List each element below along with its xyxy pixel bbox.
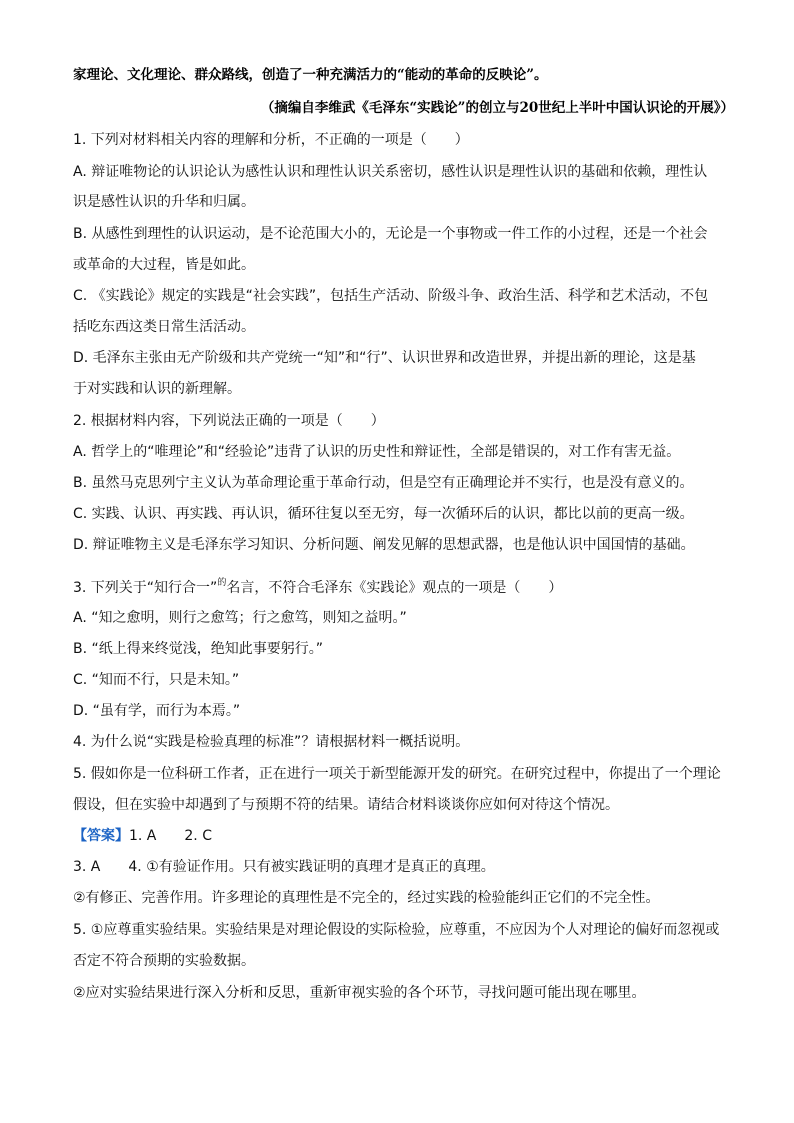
q3-option-c: C. “知而不行，只是未知。” (73, 672, 240, 688)
q1-option-a-line2: 识是感性认识的升华和归属。 (73, 194, 255, 210)
answers-line3: ②有修正、完善作用。许多理论的真理性是不完全的，经过实践的检验能纠正它们的不完全性。 (73, 890, 660, 906)
q1-option-c-line2: 括吃东西这类日常生活活动。 (73, 319, 255, 335)
q1-option-d-line1: D. 毛泽东主张由无产阶级和共产党统一“知”和“行”、认识世界和改造世界，并提出新的理论，这是基 (73, 350, 696, 366)
answers-line4: 5. ①应尊重实验结果。实验结果是对理论假设的实际检验，应尊重，不应因为个人对理论的偏好而忽视或 (73, 922, 720, 938)
q3-option-b: B. “纸上得来终觉浅，绝知此事要躬行。” (73, 641, 324, 657)
q1-option-b-line1: B. 从感性到理性的认识运动，是不论范围大小的，无论是一个事物或一件工作的小过程，还是一个社会 (73, 226, 708, 242)
answers-line5: 否定不符合预期的实验数据。 (73, 953, 255, 969)
q1-stem: 1. 下列对材料相关内容的理解和分析，不正确的一项是（ ） (73, 132, 469, 148)
q3-option-d: D. “虽有学，而行为本焉。” (73, 703, 241, 719)
q3-stem-pre: 3. 下列关于“知行合一” (73, 580, 218, 596)
q2-option-c: C. 实践、认识、再实践、再认识，循环往复以至无穷，每一次循环后的认识，都比以前的更高一级。 (73, 506, 694, 522)
answers-q1-q2: 1. A 2. C (129, 828, 212, 844)
q2-option-a: A. 哲学上的“唯理论”和“经验论”违背了认识的历史性和辩证性，全部是错误的，对工作有害无益。 (73, 444, 681, 460)
excerpt-source: （摘编自李维武《毛泽东“实践论”的创立与20世纪上半叶中国认识论的开展》） (260, 100, 734, 116)
q1-option-d-line2: 于对实践和认识的新理解。 (73, 381, 241, 397)
excerpt-tail: 家理论、文化理论、群众路线，创造了一种充满活力的“能动的革命的反映论”。 (73, 67, 548, 83)
q3-stem-sup: 的 (217, 578, 227, 588)
q2-stem: 2. 根据材料内容，下列说法正确的一项是（ ） (73, 413, 385, 429)
q5-stem-line2: 假设，但在实验中却遇到了与预期不符的结果。请结合材料谈谈你应如何对待这个情况。 (73, 797, 619, 813)
q1-option-c-line1: C. 《实践论》规定的实践是“社会实践”，包括生产活动、阶级斗争、政治生活、科学和艺术活动，不包 (73, 288, 709, 304)
answers-line6: ②应对实验结果进行深入分析和反思，重新审视实验的各个环节，寻找问题可能出现在哪里。 (73, 985, 646, 1001)
q3-option-a: A. “知之愈明，则行之愈笃；行之愈笃，则知之益明。” (73, 610, 407, 626)
q1-option-b-line2: 或革命的大过程，皆是如此。 (73, 257, 255, 273)
answer-tag: 【答案】 (73, 828, 129, 844)
q4-stem: 4. 为什么说“实践是检验真理的标准”？请根据材料一概括说明。 (73, 734, 470, 750)
q2-option-d: D. 辩证唯物主义是毛泽东学习知识、分析问题、阐发见解的思想武器，也是他认识中国国情的基础。 (73, 537, 695, 553)
q2-option-b: B. 虽然马克思列宁主义认为革命理论重于革命行动，但是空有正确理论并不实行，也是没有意义的。 (73, 475, 694, 491)
q1-option-a-line1: A. 辩证唯物论的认识论认为感性认识和理性认识关系密切，感性认识是理性认识的基础和依赖，理性认 (73, 164, 708, 180)
q5-stem-line1: 5. 假如你是一位科研工作者，正在进行一项关于新型能源开发的研究。在研究过程中，你提出了一个理论 (73, 766, 721, 782)
q3-stem-post: 名言，不符合毛泽东《实践论》观点的一项是（ ） (226, 580, 563, 596)
answers-line2: 3. A 4. ①有验证作用。只有被实践证明的真理才是真正的真理。 (73, 859, 495, 875)
q3-stem (73, 574, 562, 597)
answers-line1 (73, 827, 212, 845)
